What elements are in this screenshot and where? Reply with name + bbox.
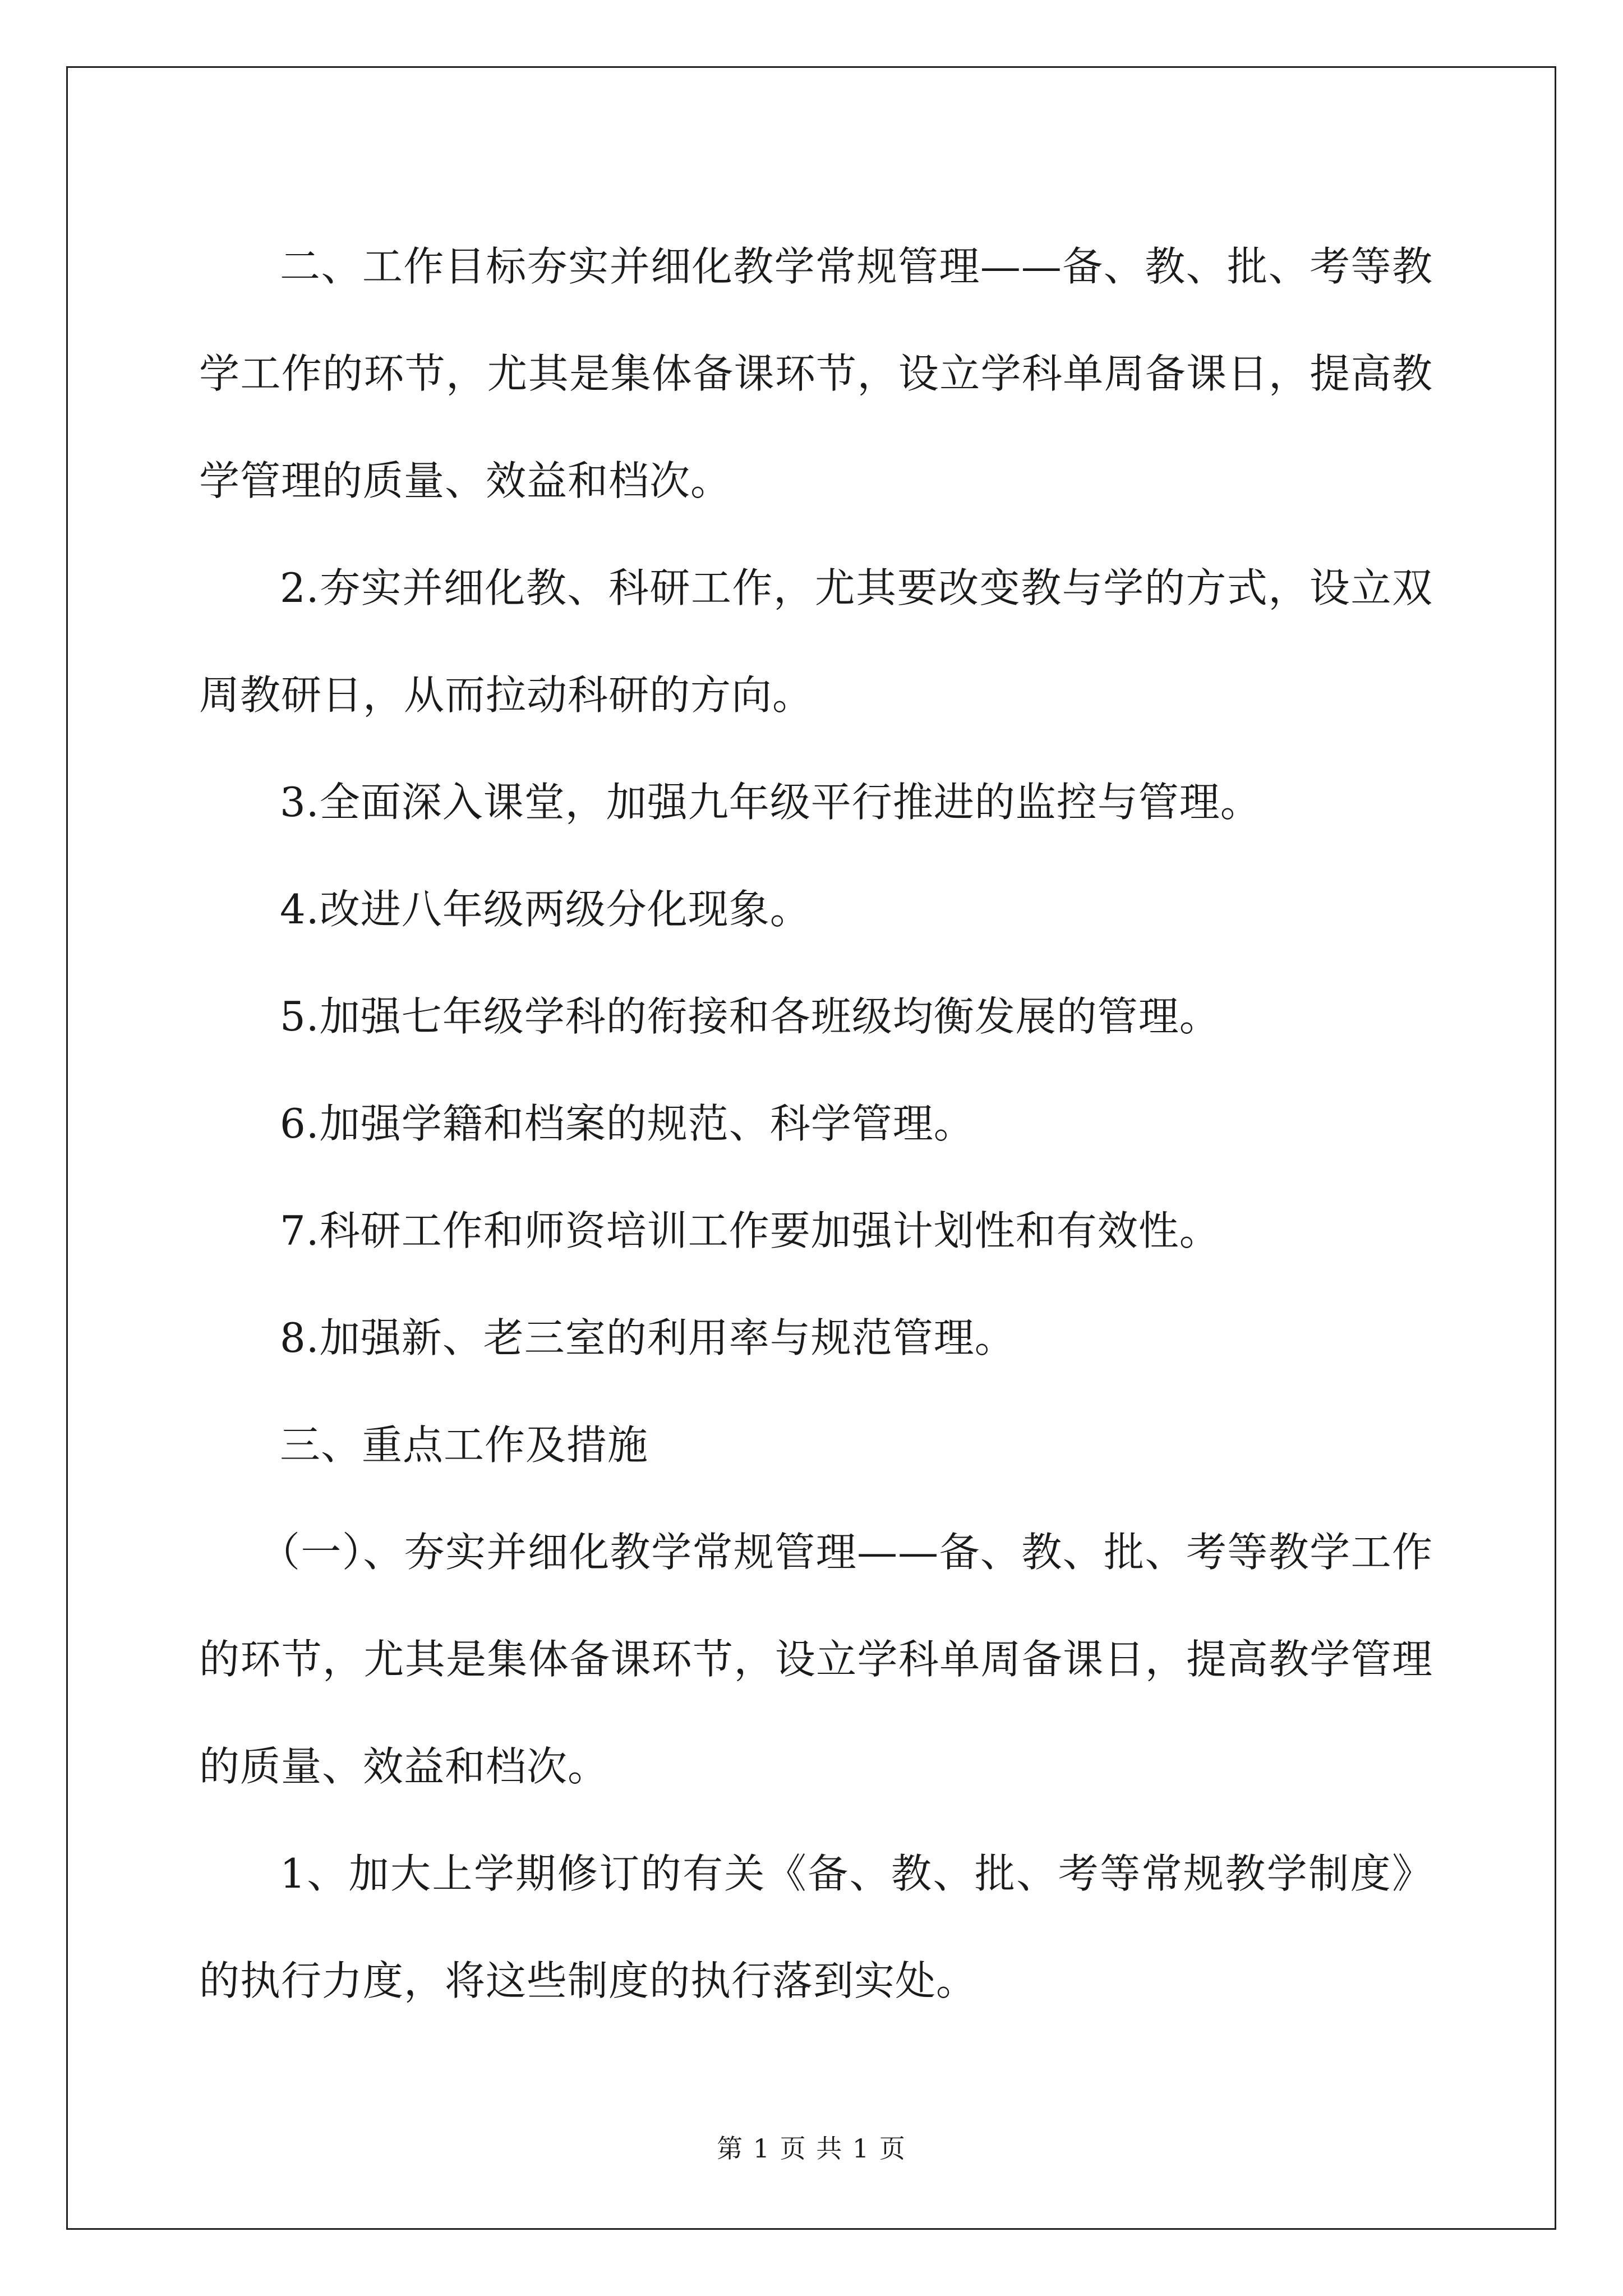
paragraph-item-6: 6.加强学籍和档案的规范、科学管理。 (280, 1100, 975, 1147)
paragraph-item-7: 7.科研工作和师资培训工作要加强计划性和有效性。 (280, 1207, 1220, 1254)
paragraph-item-5: 5.加强七年级学科的衔接和各班级均衡发展的管理。 (280, 993, 1220, 1040)
paragraph-item-3: 3.全面深入课堂，加强九年级平行推进的监控与管理。 (280, 779, 1261, 826)
document-body (199, 213, 1433, 2035)
page-number-footer: 第 1 页 共 1 页 (717, 2133, 906, 2164)
paragraph-item-2: 2.夯实并细化教、科研工作，尤其要改变教与学的方式，设立双周教研日，从而拉动科研的方向。 (199, 564, 1433, 719)
paragraph-measure-1: 1、加大上学期修订的有关《备、教、批、考等常规教学制度》的执行力度，将这些制度的执行落到实处。 (199, 1850, 1433, 2004)
section-heading-key-work: 三、重点工作及措施 (280, 1421, 649, 1469)
paragraph-work-goals: 二、工作目标夯实并细化教学常规管理——备、教、批、考等教学工作的环节，尤其是集体备课环节，设立学科单周备课日，提高教学管理的质量、效益和档次。 (199, 243, 1433, 504)
paragraph-subsection-1: （一）、夯实并细化教学常规管理——备、教、批、考等教学工作的环节，尤其是集体备课环节，设立学科单周备课日，提高教学管理的质量、效益和档次。 (199, 1529, 1433, 1790)
paragraph-item-4: 4.改进八年级两级分化现象。 (280, 886, 811, 933)
paragraph-item-8: 8.加强新、老三室的利用率与规范管理。 (280, 1314, 1016, 1361)
